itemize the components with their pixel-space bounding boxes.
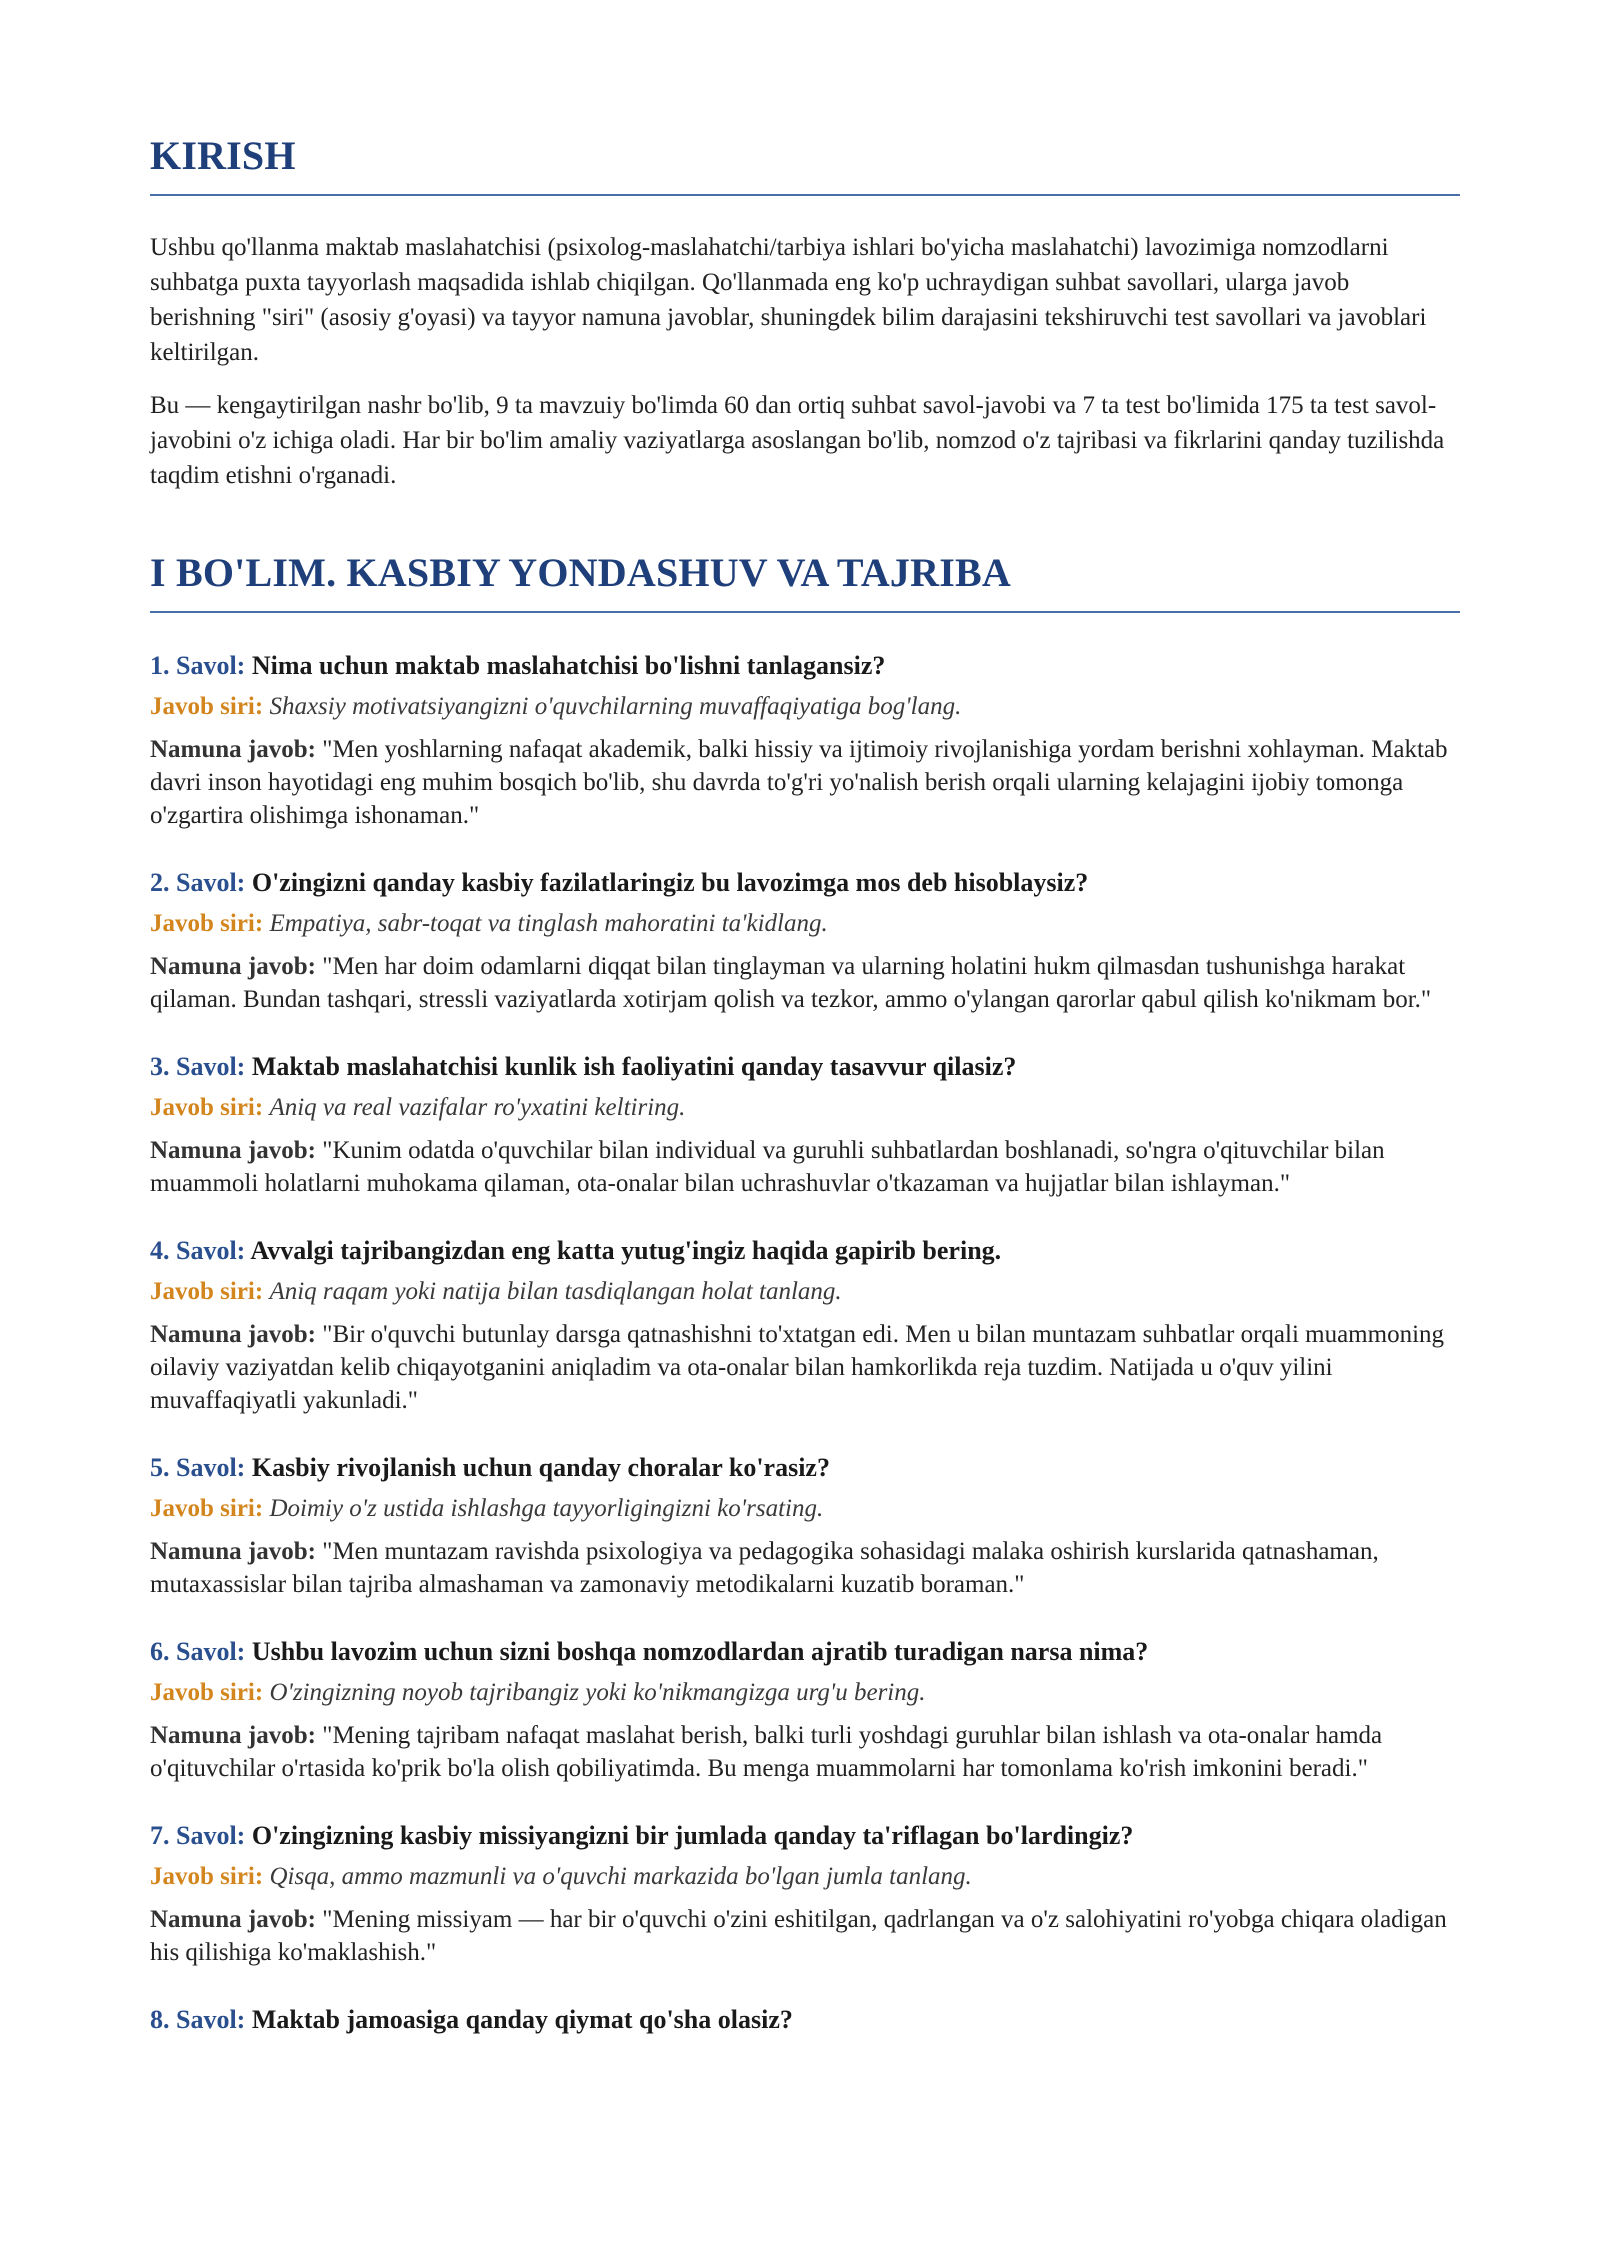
intro-paragraph: Bu — kengaytirilgan nashr bo'lib, 9 ta mavzuiy bo'limda 60 dan ortiq suhbat savol-javobi va 7 ta test bo'limida 175 ta test savol-javobini o'z ichiga oladi. Har bir bo'lim amaliy vaziyatlarga asoslangan bo'lib, nomzod o'z tajribasi va fikrlarini qanday tuzilishda taqdim etishni o'rganadi. — [150, 392, 1445, 489]
sample-answer — [150, 1719, 1460, 1785]
intro-paragraph: Ushbu qo'llanma maktab maslahatchisi (psixolog-maslahatchi/tarbiya ishlari bo'yicha maslahatchi) lavozimiga nomzodlarni suhbatga puxta tayyorlash maqsadida ishlab chiqilgan. Qo'llanmada eng ko'p uchraydigan suhbat savollari, ularga javob berishning "siri" (asosiy g'oyasi) va tayyor namuna javoblar, shuningdek bilim darajasini tekshiruvchi test savollari va javoblari keltirilgan. — [150, 234, 1427, 366]
answer-hint — [150, 1677, 1460, 1709]
answer-label: Namuna javob: — [150, 1906, 316, 1933]
hint-label: Javob siri: — [150, 1495, 264, 1522]
question-number: 8. Savol: — [150, 2005, 246, 2034]
question — [150, 1050, 1460, 1084]
question-number: 1. Savol: — [150, 651, 246, 680]
question-item — [150, 2003, 1460, 2037]
question-text: Kasbiy rivojlanish uchun qanday choralar ko'rasiz? — [251, 1453, 830, 1482]
question-number: 2. Savol: — [150, 868, 246, 897]
hint-text: Shaxsiy motivatsiyangizni o'quvchilarning muvaffaqiyatiga bog'lang. — [269, 693, 962, 720]
hint-label: Javob siri: — [150, 693, 264, 720]
question-item — [150, 866, 1460, 1016]
sample-answer — [150, 1134, 1460, 1200]
question-text: Ushbu lavozim uchun sizni boshqa nomzodlardan ajratib turadigan narsa nima? — [251, 1637, 1149, 1666]
answer-text: "Mening missiyam — har bir o'quvchi o'zini eshitilgan, qadrlangan va o'z salohiyatini ro'yobga chiqara oladigan his qilishiga ko'maklashish." — [150, 1906, 1447, 1966]
question — [150, 866, 1460, 900]
question-text: Avvalgi tajribangizdan eng katta yutug'ingiz haqida gapirib bering. — [250, 1236, 1002, 1265]
hint-text: Empatiya, sabr-toqat va tinglash mahoratini ta'kidlang. — [269, 910, 828, 937]
question-item — [150, 1819, 1460, 1969]
section-title: I BO'LIM. KASBIY YONDASHUV VA TAJRIBA — [150, 549, 1460, 613]
question-number: 7. Savol: — [150, 1821, 246, 1850]
question-text: Maktab jamoasiga qanday qiymat qo'sha olasiz? — [251, 2005, 793, 2034]
question — [150, 1819, 1460, 1853]
hint-text: Qisqa, ammo mazmunli va o'quvchi markazida bo'lgan jumla tanlang. — [269, 1863, 972, 1890]
hint-label: Javob siri: — [150, 1679, 264, 1706]
question — [150, 1635, 1460, 1669]
question — [150, 1234, 1460, 1268]
hint-label: Javob siri: — [150, 910, 264, 937]
question-text: O'zingizni qanday kasbiy fazilatlaringiz bu lavozimga mos deb hisoblaysiz? — [251, 868, 1089, 897]
hint-label: Javob siri: — [150, 1863, 264, 1890]
answer-text: "Kunim odatda o'quvchilar bilan individual va guruhli suhbatlardan boshlanadi, so'ngra o'qituvchilar bilan muammoli holatlarni muhokama qilaman, ota-onalar bilan uchrashuvlar o'tkazaman va hujjatlar bilan ishlayman." — [150, 1137, 1385, 1197]
hint-label: Javob siri: — [150, 1094, 264, 1121]
sample-answer — [150, 950, 1460, 1016]
intro-body — [150, 230, 1460, 493]
answer-hint — [150, 691, 1460, 723]
question-text: Nima uchun maktab maslahatchisi bo'lishni tanlagansiz? — [251, 651, 886, 680]
question-number: 6. Savol: — [150, 1637, 246, 1666]
hint-text: O'zingizning noyob tajribangiz yoki ko'nikmangizga urg'u bering. — [269, 1679, 926, 1706]
question — [150, 1451, 1460, 1485]
question-text: O'zingizning kasbiy missiyangizni bir jumlada qanday ta'riflagan bo'lardingiz? — [251, 1821, 1134, 1850]
answer-label: Namuna javob: — [150, 1538, 316, 1565]
question-item — [150, 1234, 1460, 1417]
question-item — [150, 649, 1460, 832]
answer-text: "Bir o'quvchi butunlay darsga qatnashishni to'xtatgan edi. Men u bilan muntazam suhbatlar orqali muammoning oilaviy vaziyatdan kelib chiqayotganini aniqladim va ota-onalar bilan hamkorlikda reja tuzdim. Natijada u o'quv yilini muvaffaqiyatli yakunladi." — [150, 1321, 1445, 1414]
question-item — [150, 1635, 1460, 1785]
question-text: Maktab maslahatchisi kunlik ish faoliyatini qanday tasavvur qilasiz? — [251, 1052, 1017, 1081]
question — [150, 649, 1460, 683]
question-number: 4. Savol: — [150, 1236, 246, 1265]
hint-text: Doimiy o'z ustida ishlashga tayyorligingizni ko'rsating. — [269, 1495, 824, 1522]
answer-text: "Men yoshlarning nafaqat akademik, balki hissiy va ijtimoiy rivojlanishiga yordam berishni xohlayman. Maktab davri inson hayotidagi eng muhim bosqich bo'lib, shu davrda to'g'ri yo'nalish berish orqali ularning kelajagini ijobiy tomonga o'zgartira olishimga ishonaman." — [150, 736, 1448, 829]
answer-label: Namuna javob: — [150, 736, 316, 763]
answer-text: "Men har doim odamlarni diqqat bilan tinglayman va ularning holatini hukm qilmasdan tushunishga harakat qilaman. Bundan tashqari, stressli vaziyatlarda xotirjam qolish va tezkor, ammo o'ylangan qarorlar qabul qilish ko'nikmam bor." — [150, 953, 1432, 1013]
answer-hint — [150, 908, 1460, 940]
answer-hint — [150, 1493, 1460, 1525]
question — [150, 2003, 1460, 2037]
sample-answer — [150, 1535, 1460, 1601]
answer-label: Namuna javob: — [150, 953, 316, 980]
answer-text: "Mening tajribam nafaqat maslahat berish, balki turli yoshdagi guruhlar bilan ishlash va ota-onalar hamda o'qituvchilar o'rtasida ko'prik bo'la olish qobiliyatimda. Bu menga muammolarni har tomonlama ko'rish imkonini beradi." — [150, 1722, 1383, 1782]
question-number: 3. Savol: — [150, 1052, 246, 1081]
answer-label: Namuna javob: — [150, 1137, 316, 1164]
sample-answer — [150, 733, 1460, 832]
hint-text: Aniq raqam yoki natija bilan tasdiqlangan holat tanlang. — [269, 1278, 842, 1305]
question-item — [150, 1451, 1460, 1601]
answer-label: Namuna javob: — [150, 1321, 316, 1348]
hint-label: Javob siri: — [150, 1278, 264, 1305]
sample-answer — [150, 1318, 1460, 1417]
answer-hint — [150, 1276, 1460, 1308]
sample-answer — [150, 1903, 1460, 1969]
answer-text: "Men muntazam ravishda psixologiya va pedagogika sohasidagi malaka oshirish kurslarida qatnashaman, mutaxassislar bilan tajriba almashaman va zamonaviy metodikalarni kuzatib boraman." — [150, 1538, 1379, 1598]
answer-hint — [150, 1092, 1460, 1124]
question-list — [150, 649, 1460, 2037]
answer-label: Namuna javob: — [150, 1722, 316, 1749]
hint-text: Aniq va real vazifalar ro'yxatini keltiring. — [269, 1094, 686, 1121]
question-item — [150, 1050, 1460, 1200]
intro-title: KIRISH — [150, 132, 1460, 196]
answer-hint — [150, 1861, 1460, 1893]
question-number: 5. Savol: — [150, 1453, 246, 1482]
